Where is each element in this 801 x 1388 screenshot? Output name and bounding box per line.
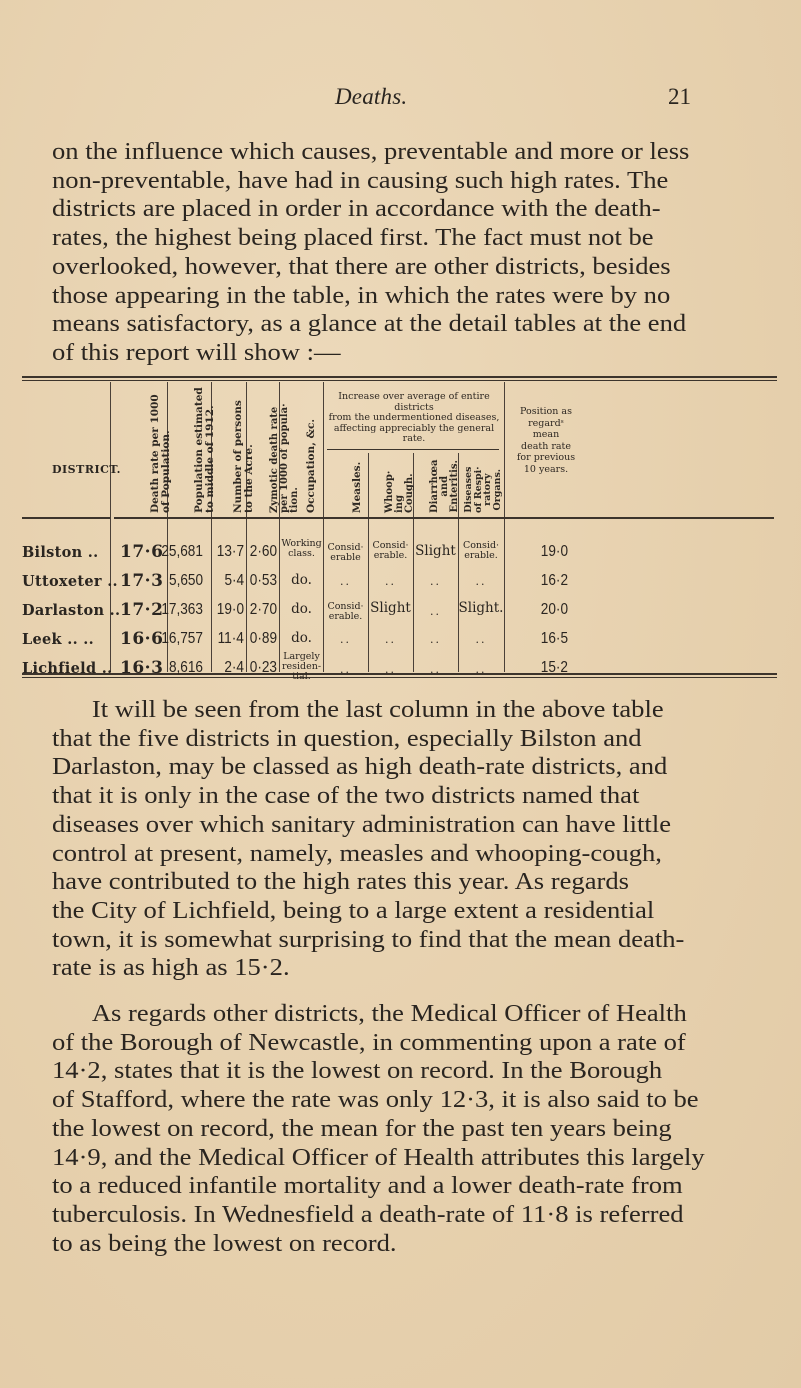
whooping-value: Slight — [370, 600, 411, 616]
paragraph-analysis — [52, 696, 685, 983]
text-line: rates, the highest being placed first. The fact must not be — [52, 225, 654, 252]
whooping-value: .. — [385, 575, 396, 588]
whooping-value: Consid· erable. — [372, 540, 409, 561]
measles-value: .. — [340, 663, 351, 676]
whooping-cough-header: Whoop· ing Cough. — [384, 470, 415, 513]
death-rate-header: Death rate per 1000 of Population. — [149, 394, 172, 513]
respiratory-value: .. — [475, 633, 487, 646]
position-value: 15·2 — [540, 659, 568, 676]
death-rate-value: 16·6 — [120, 629, 164, 649]
paragraph-other-districts — [52, 1000, 705, 1258]
text-line: 14·9, and the Medical Officer of Health attributes this largely — [52, 1144, 705, 1171]
text-line: tuberculosis. In Wednesfield a death-rate of 11·8 is referred — [52, 1201, 684, 1228]
text-line: of this report will show :— — [52, 339, 341, 366]
district-name: Lichfield .. — [22, 660, 113, 677]
text-line: overlooked, however, that there are other districts, besides — [52, 253, 671, 280]
table-row-lichfield — [22, 376, 777, 676]
text-line: that it is only in the case of the two districts named that — [52, 783, 640, 810]
respiratory-value: .. — [475, 575, 487, 588]
measles-value: .. — [340, 575, 351, 588]
text-line: 14·2, states that it is the lowest on record. In the Borough — [52, 1058, 663, 1085]
text-line: control at present, namely, measles and whooping-cough, — [52, 840, 662, 867]
whooping-value: .. — [385, 633, 396, 646]
text-line: of the Borough of Newcastle, in commenting upon a rate of — [52, 1029, 686, 1056]
text-line: have contributed to the high rates this year. As regards — [52, 869, 629, 896]
text-line: As regards other districts, the Medical Officer of Health — [91, 1001, 687, 1027]
position-header: Position as regardˢ mean death rate for previous 10 years. — [516, 406, 576, 475]
occupation-value: do. — [291, 630, 312, 646]
zymotic-value: 0·53 — [249, 572, 277, 589]
text-line: that the five districts in question, especially Bilston and — [52, 725, 642, 752]
diarrhoea-header: Diarrhœa and Enteritis. — [429, 459, 460, 513]
respiratory-value: Consid· erable. — [462, 540, 500, 561]
intro-paragraph — [52, 138, 690, 368]
measles-value: Consid· erable — [327, 542, 364, 563]
text-line: the lowest on record, the mean for the past ten years being — [52, 1115, 672, 1142]
text-line: diseases over which sanitary administration can have little — [52, 811, 672, 838]
respiratory-value: .. — [475, 663, 487, 676]
district-name: Uttoxeter .. — [22, 573, 118, 590]
zymotic-value: 0·23 — [249, 659, 277, 676]
death-rate-value: 16·3 — [120, 658, 164, 678]
death-rate-value: 17·2 — [120, 600, 164, 620]
zymotic-value: 2·60 — [249, 543, 277, 560]
death-rate-value: 17·3 — [120, 571, 164, 591]
zymotic-value: 0·89 — [249, 630, 277, 647]
respiratory-value: Slight. — [458, 600, 504, 616]
text-line: districts are placed in order in accordance with the death- — [52, 196, 661, 223]
district-name: Bilston .. — [22, 544, 99, 561]
per-acre-value: 19·0 — [216, 601, 244, 618]
text-line: non-preventable, have had in causing such high rates. The — [52, 167, 669, 194]
district-header: DISTRICT. — [52, 463, 121, 476]
per-acre-value: 13·7 — [216, 543, 244, 560]
occupation-value: do. — [291, 601, 312, 617]
zymotic-rate-header: Zymotic death rate per 1000 of popula· tion. — [269, 403, 300, 513]
measles-header: Measles. — [351, 461, 363, 513]
text-line: It will be seen from the last column in the above table — [91, 697, 664, 723]
position-value: 20·0 — [540, 601, 568, 618]
running-head — [0, 84, 801, 114]
population-value: 16,757 — [161, 630, 203, 647]
district-name: Darlaston .. — [22, 602, 121, 619]
occupation-value: do. — [291, 572, 312, 588]
whooping-value: .. — [385, 663, 396, 676]
diarrhoea-value: Slight — [415, 543, 456, 559]
diarrhoea-value: .. — [430, 605, 441, 618]
text-line: to a reduced infantile mortality and a lower death-rate from — [52, 1173, 683, 1200]
position-value: 19·0 — [540, 543, 568, 560]
per-acre-value: 5·4 — [224, 572, 244, 589]
text-line: those appearing in the table, in which the rates were by no — [52, 282, 671, 309]
increase-group-header: Increase over average of entire districts from the undermentioned diseases, affecting appreciably the general rate. — [328, 391, 500, 444]
district-name: Leek .. .. — [22, 631, 94, 648]
per-acre-value: 11·4 — [217, 630, 244, 647]
page-number: 21 — [668, 84, 691, 109]
diarrhoea-value: .. — [430, 663, 441, 676]
running-title: Deaths. — [335, 84, 408, 109]
persons-per-acre-header: Number of persons to the Acre. — [232, 400, 255, 513]
diarrhoea-value: .. — [430, 575, 441, 588]
population-value: 17,363 — [161, 601, 203, 618]
population-value: 5,650 — [168, 572, 203, 589]
position-value: 16·5 — [540, 630, 568, 647]
measles-value: Consid· erable. — [327, 601, 364, 622]
text-line: rate is as high as 15·2. — [52, 955, 290, 982]
death-rate-value: 17·6 — [120, 542, 164, 562]
population-value: 25,681 — [161, 543, 203, 560]
occupation-value: Working class. — [281, 538, 322, 559]
respiratory-header: Diseases of Respi· ratory Organs. — [463, 466, 503, 513]
text-line: the City of Lichfield, being to a large extent a residential — [52, 897, 655, 924]
population-value: 8,616 — [168, 659, 203, 676]
text-line: town, it is somewhat surprising to find that the mean death- — [52, 926, 685, 953]
text-line: Darlaston, may be classed as high death-rate districts, and — [52, 754, 668, 781]
zymotic-value: 2·70 — [249, 601, 277, 618]
position-value: 16·2 — [540, 572, 568, 589]
text-line: of Stafford, where the rate was only 12·3, it is also said to be — [52, 1087, 699, 1114]
text-line: means satisfactory, as a glance at the detail tables at the end — [52, 311, 687, 338]
per-acre-value: 2·4 — [224, 659, 244, 676]
occupation-value: Largely residen- tial. — [281, 651, 322, 682]
text-line: on the influence which causes, preventable and more or less — [52, 139, 690, 165]
occupation-header: Occupation, &c. — [305, 418, 317, 513]
measles-value: .. — [340, 633, 351, 646]
text-line: to as being the lowest on record. — [52, 1230, 397, 1257]
population-header: Population estimated to middle of 1912. — [193, 387, 216, 513]
diarrhoea-value: .. — [430, 633, 441, 646]
